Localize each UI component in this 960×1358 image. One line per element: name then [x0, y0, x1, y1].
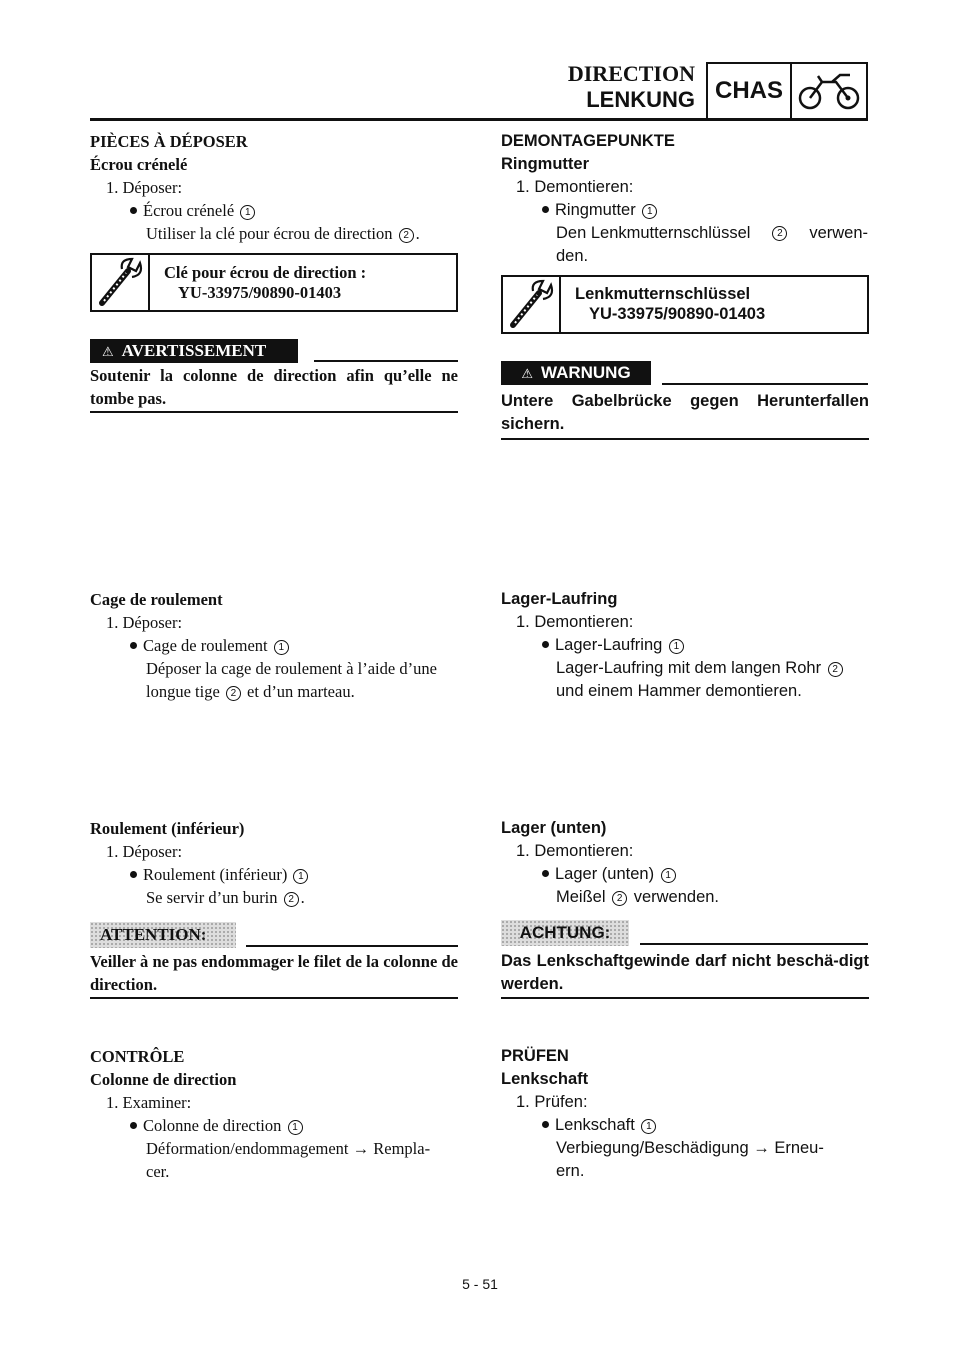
instruction-text: Lager-Laufring mit dem langen Rohr	[556, 659, 822, 677]
instruction-text: Meißel	[556, 888, 606, 906]
de-warning-rule-bottom	[501, 438, 869, 440]
instruction-text: et d’un marteau.	[247, 682, 355, 701]
bullet	[542, 206, 549, 213]
de-sub-ring-nut: Ringmutter	[501, 155, 589, 173]
fr-sub-castle-nut: Écrou crénelé	[90, 155, 188, 174]
bullet	[542, 1121, 549, 1128]
fr-attention-text: Veiller à ne pas endommager le filet de la colonne de direction.	[90, 952, 458, 994]
bullet	[130, 1122, 137, 1129]
de-instruction: ern.	[556, 1162, 585, 1180]
fr-step: 1. Examiner:	[106, 1093, 192, 1112]
fr-instruction: cer.	[146, 1162, 170, 1181]
callout-1: 1	[288, 1120, 303, 1135]
callout-1: 1	[274, 640, 289, 655]
fr-attention-rule-bottom	[90, 997, 458, 999]
bullet	[130, 642, 137, 649]
fr-tool-number: YU-33975/90890-01403	[178, 283, 342, 302]
de-instruction: den.	[556, 247, 589, 265]
fr-attention-label: ATTENTION:	[90, 922, 236, 948]
callout-1: 1	[669, 639, 684, 654]
wrench-icon-svg	[503, 277, 557, 332]
callout-2: 2	[399, 228, 414, 243]
wrench-icon-svg	[92, 255, 146, 310]
bullet-text: Écrou crénelé	[143, 201, 235, 220]
fr-sub-lower-bearing: Roulement (inférieur)	[90, 819, 245, 838]
de-warning-rule-top	[662, 383, 868, 385]
de-sub-lower-bearing: Lager (unten)	[501, 819, 607, 837]
de-sub-steering-stem: Lenkschaft	[501, 1070, 589, 1088]
callout-2: 2	[226, 686, 241, 701]
chapter-code: CHAS	[708, 64, 792, 118]
page-number: 5 - 51	[462, 1276, 498, 1292]
bullet-text: Cage de roulement	[143, 636, 268, 655]
de-bullet-item	[542, 199, 659, 222]
fr-attention-rule-top	[246, 945, 458, 947]
fr-tool-name: Clé pour écrou de direction :	[164, 263, 367, 282]
de-instruction	[556, 886, 719, 909]
fr-warning-rule-bottom	[90, 411, 458, 413]
motorcycle-icon	[796, 70, 862, 112]
fr-instruction: Déposer la cage de roulement à l’aide d’une	[146, 659, 437, 678]
fr-instruction	[146, 886, 305, 909]
instruction-text: verwen-	[809, 224, 868, 242]
callout-2: 2	[828, 662, 843, 677]
wrench-icon	[92, 255, 150, 310]
title-fr: DIRECTION	[567, 61, 695, 86]
fr-bullet-item	[130, 199, 257, 222]
callout-1: 1	[240, 205, 255, 220]
instruction-text: Den Lenkmutternschlüssel	[556, 224, 751, 242]
bullet	[130, 207, 137, 214]
de-bullet-item	[542, 1114, 658, 1137]
chapter-tab	[706, 62, 868, 120]
bullet-text: Lager (unten)	[555, 865, 655, 883]
fr-bullet-item	[130, 634, 291, 657]
bullet-text: Lager-Laufring	[555, 636, 663, 654]
callout-2: 2	[284, 892, 299, 907]
de-bullet-item	[542, 634, 686, 657]
fr-instruction	[146, 222, 420, 245]
de-sub-bearing-race: Lager-Laufring	[501, 590, 618, 608]
instruction-text: longue tige	[146, 682, 220, 701]
de-attention-text: Das Lenkschaftgewinde darf nicht beschä-digt werden.	[501, 952, 869, 993]
de-bullet-item	[542, 863, 678, 886]
de-tool-name: Lenkmutternschlüssel	[575, 285, 751, 303]
de-instruction: und einem Hammer demontieren.	[556, 682, 802, 700]
warning-label-text: WARNUNG	[540, 363, 631, 382]
de-step: 1. Demontieren:	[516, 613, 634, 631]
de-step: 1. Prüfen:	[516, 1093, 588, 1111]
callout-1: 1	[293, 869, 308, 884]
instruction-end: .	[300, 888, 305, 907]
de-tool-box	[501, 275, 869, 334]
callout-1: 1	[641, 1119, 656, 1134]
de-attention-rule-bottom	[501, 997, 869, 999]
fr-warning-text: Soutenir la colonne de direction afin qu’elle ne tombe pas.	[90, 366, 458, 408]
instruction-text: verwenden.	[633, 888, 720, 906]
bullet	[542, 870, 549, 877]
bullet-text: Roulement (inférieur)	[143, 865, 288, 884]
fr-heading-inspection: CONTRÔLE	[90, 1047, 185, 1066]
de-heading-inspection: PRÜFEN	[501, 1047, 569, 1065]
bullet-text: Lenkschaft	[555, 1116, 635, 1134]
warning-icon: ⚠	[102, 345, 114, 360]
fr-instruction: Déformation/endommagement → Rempla-	[146, 1139, 431, 1158]
warning-label-text: AVERTISSEMENT	[121, 341, 267, 360]
de-instruction: Verbiegung/Beschädigung → Erneu-	[556, 1139, 824, 1157]
fr-sub-bearing-race: Cage de roulement	[90, 590, 223, 609]
callout-2: 2	[772, 226, 787, 241]
fr-step: 1. Déposer:	[106, 178, 183, 197]
fr-step: 1. Déposer:	[106, 613, 183, 632]
callout-1: 1	[642, 204, 657, 219]
fr-sub-steering-stem: Colonne de direction	[90, 1070, 237, 1089]
warning-icon: ⚠	[521, 367, 533, 382]
instruction-text: Utiliser la clé pour écrou de direction	[146, 224, 393, 243]
fr-tool-box	[90, 253, 458, 312]
de-warning-label	[501, 361, 651, 385]
de-warning-text: Untere Gabelbrücke gegen Herunterfallen sichern.	[501, 392, 869, 433]
de-attention-label: ACHTUNG:	[501, 920, 629, 946]
wrench-icon	[503, 277, 561, 332]
title-de: LENKUNG	[586, 87, 695, 112]
bullet-text: Colonne de direction	[143, 1116, 282, 1135]
fr-warning-label	[90, 339, 298, 363]
de-step: 1. Demontieren:	[516, 842, 634, 860]
fr-instruction	[146, 680, 355, 703]
fr-warning-rule-top	[314, 360, 458, 362]
callout-2: 2	[612, 891, 627, 906]
callout-1: 1	[661, 868, 676, 883]
bullet-text: Ringmutter	[555, 201, 636, 219]
fr-step: 1. Déposer:	[106, 842, 183, 861]
de-instruction	[556, 657, 845, 680]
fr-bullet-item	[130, 1114, 305, 1137]
de-instruction	[556, 222, 868, 245]
bullet	[542, 641, 549, 648]
fr-bullet-item	[130, 863, 310, 886]
bullet	[130, 871, 137, 878]
de-tool-number: YU-33975/90890-01403	[589, 305, 766, 323]
de-attention-rule-top	[640, 943, 868, 945]
instruction-end: .	[415, 224, 420, 243]
fr-heading-parts: PIÈCES À DÉPOSER	[90, 132, 248, 151]
de-heading-parts: DEMONTAGEPUNKTE	[501, 132, 675, 150]
de-step: 1. Demontieren:	[516, 178, 634, 196]
instruction-text: Se servir d’un burin	[146, 888, 278, 907]
header-rule	[90, 118, 868, 121]
